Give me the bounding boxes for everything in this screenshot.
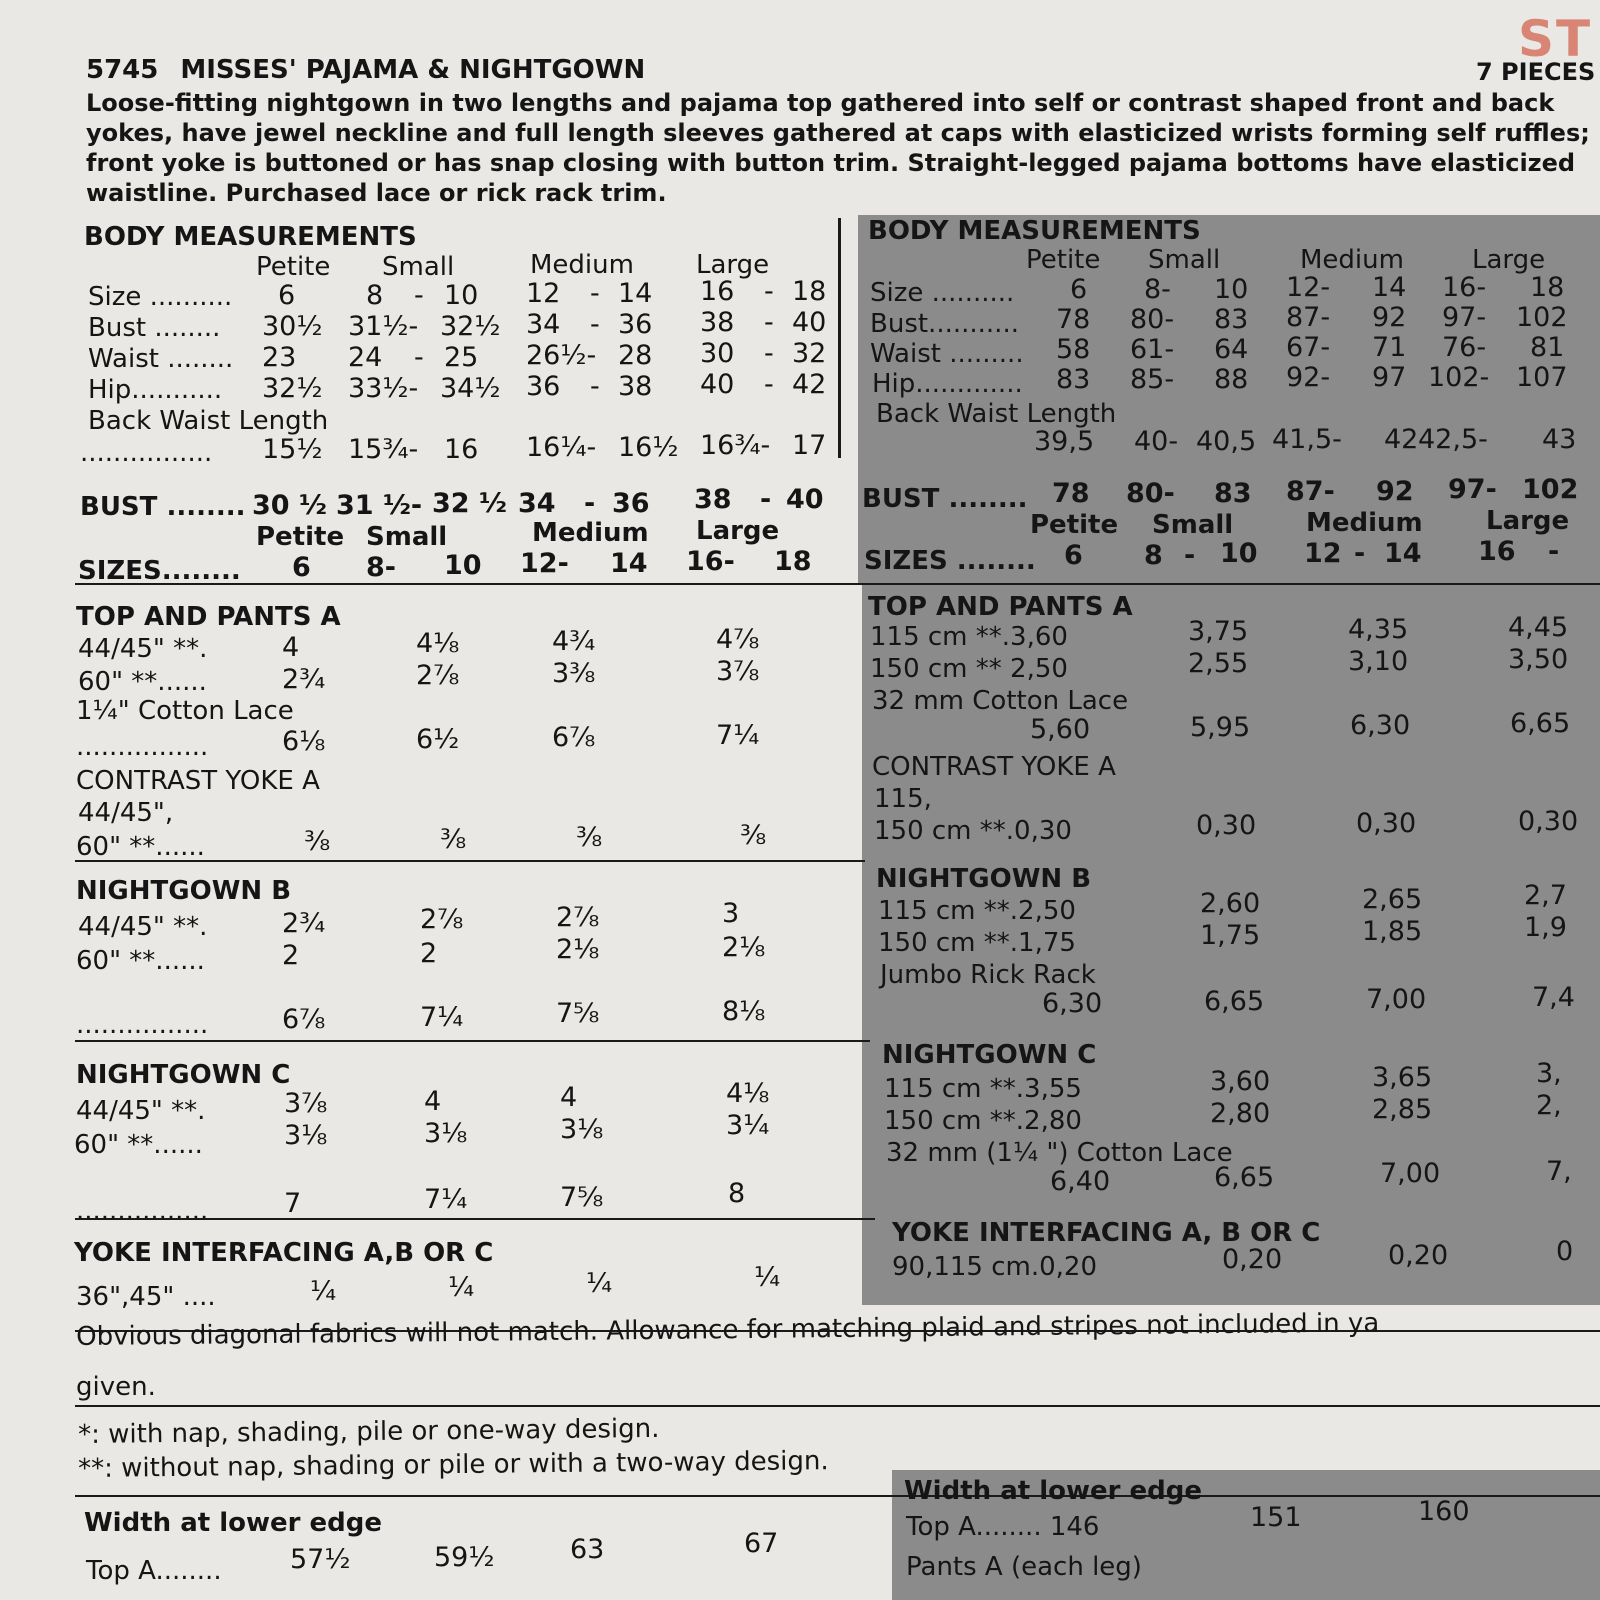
cell: 8-: [366, 552, 396, 583]
cell: 151: [1250, 1502, 1302, 1533]
cell: 3,10: [1348, 646, 1409, 677]
size-group-label: Large: [1472, 245, 1546, 275]
cell: 16-: [1442, 272, 1487, 303]
cell: 7¼: [420, 1002, 464, 1033]
cell: 40: [700, 369, 735, 400]
cell: 36: [612, 488, 650, 519]
cell: -: [1548, 536, 1560, 567]
row-label-size: Size ..........: [870, 278, 1015, 308]
cell: 4,35: [1348, 614, 1409, 645]
cell: 8⅛: [722, 996, 766, 1027]
width-title: Width at lower edge: [84, 1508, 383, 1538]
fabric-width-label: 60" **......: [76, 832, 205, 862]
imperial-bust-label: BUST ........: [80, 492, 246, 522]
rick-rack-label: Jumbo Rick Rack: [880, 960, 1096, 990]
cell: -: [590, 309, 600, 340]
metric-top-pants-title: TOP AND PANTS A: [868, 592, 1133, 622]
cell: 6½: [416, 724, 460, 755]
cell: -: [414, 280, 424, 311]
cell: 6,40: [1050, 1166, 1111, 1197]
cell: 67: [744, 1528, 779, 1559]
cell: 6,30: [1350, 710, 1411, 741]
cell: 80-: [1130, 304, 1175, 335]
cell: 6⅛: [282, 726, 326, 757]
rule-gownb: [75, 1040, 870, 1042]
cell: 3,65: [1372, 1062, 1433, 1093]
cell: 34½: [440, 373, 501, 404]
cell: 97-: [1442, 302, 1487, 333]
cell: 2: [420, 938, 438, 969]
cell: 3⅞: [284, 1088, 328, 1119]
cell: 14: [610, 548, 648, 579]
size-group-label: Large: [1486, 506, 1570, 536]
cell: 87-: [1286, 476, 1335, 507]
cell: 12-: [520, 548, 569, 579]
cell: 4,45: [1508, 612, 1569, 643]
cell: 6⅞: [552, 722, 596, 753]
cell: 0,30: [1356, 808, 1417, 839]
cell: 2,60: [1200, 888, 1261, 919]
metric-contrast-title: CONTRAST YOKE A: [872, 752, 1116, 782]
cell: 2⅞: [556, 902, 600, 933]
cell: 25: [444, 342, 479, 373]
size-group-label: Small: [1148, 245, 1221, 275]
cell: 40,5: [1196, 426, 1257, 457]
cell: 7,00: [1366, 984, 1427, 1015]
cell: 61-: [1130, 334, 1175, 365]
fabric-width-label: 115 cm **.3,60: [870, 622, 1068, 652]
cell: 42,5-: [1418, 424, 1488, 455]
cell: 36: [618, 309, 653, 340]
cell: 7¼: [716, 720, 760, 751]
fabric-width-label: 36",45" ....: [76, 1282, 216, 1312]
cell: 71: [1372, 332, 1407, 363]
cell: 1,75: [1200, 920, 1261, 951]
cell: -: [764, 338, 774, 369]
cell: 80-: [1126, 478, 1175, 509]
cell: -: [1184, 540, 1196, 571]
metric-width-top-label: Top A........ 146: [906, 1512, 1100, 1542]
pattern-number: 5745: [86, 55, 159, 85]
row-dots: ................: [76, 1010, 209, 1040]
pattern-title: MISSES' PAJAMA & NIGHTGOWN: [180, 55, 646, 85]
rule-sizes: [75, 583, 1600, 585]
cell: 57½: [290, 1544, 351, 1575]
cell: 4¾: [552, 626, 596, 657]
brand-logo-fragment: ST: [1518, 10, 1593, 68]
description-line: front yoke is buttoned or has snap closing with button trim. Straight-legged pajama bottoms have elasticized: [86, 149, 1576, 177]
size-group-label: Petite: [1030, 510, 1119, 540]
fabric-width-label: 44/45",: [78, 798, 174, 828]
cell: 38: [694, 484, 732, 515]
cell: 7,00: [1380, 1158, 1441, 1189]
matching-note: Obvious diagonal fabrics will not match. Allowance for matching plaid and stripes not included in ya: [76, 1308, 1380, 1352]
cell: 3¼: [726, 1110, 770, 1141]
cell: 28: [618, 340, 653, 371]
cell: -: [764, 276, 774, 307]
cell: 6⅞: [282, 1004, 326, 1035]
cell: ⅜: [440, 824, 467, 855]
cell: 81: [1530, 332, 1565, 363]
cell: 7,: [1546, 1156, 1572, 1187]
imperial-gownb-title: NIGHTGOWN B: [76, 876, 292, 906]
cell: 14: [1372, 272, 1407, 303]
cell: 2,80: [1210, 1098, 1271, 1129]
cell: -: [1354, 538, 1366, 569]
matching-note-cont: given.: [76, 1372, 156, 1402]
pattern-description: [86, 88, 1600, 208]
cell: 0,30: [1518, 806, 1579, 837]
cell: 2,: [1536, 1090, 1562, 1121]
cell: 33½-: [348, 373, 419, 404]
cell: 4: [424, 1086, 442, 1117]
cell: 0: [1556, 1236, 1574, 1267]
cell: 102: [1516, 302, 1568, 333]
cell: 6,65: [1510, 708, 1571, 739]
cell: ⅜: [740, 820, 767, 851]
metric-bust-label: BUST ........: [862, 484, 1028, 514]
cell: 7: [284, 1188, 302, 1219]
cell: 10: [1214, 274, 1249, 305]
imperial-top-pants-title: TOP AND PANTS A: [76, 602, 341, 632]
cell: 42: [792, 369, 827, 400]
row-label-bust: Bust...........: [870, 309, 1019, 339]
row-dots: ................: [80, 438, 213, 468]
no-nap-note: **: without nap, shading or pile or with a two-way design.: [78, 1446, 829, 1484]
cell: 5,95: [1190, 712, 1251, 743]
cell: 3⅛: [560, 1114, 604, 1145]
metric-interfacing-title: YOKE INTERFACING A, B OR C: [892, 1218, 1321, 1248]
cell: 8: [366, 280, 384, 311]
cell: 43: [1542, 424, 1577, 455]
cell: 83: [1214, 478, 1252, 509]
cell: 2⅛: [722, 932, 766, 963]
cell: 58: [1056, 334, 1091, 365]
cell: 67-: [1286, 332, 1331, 363]
fabric-width-label: 115 cm **.3,55: [884, 1074, 1082, 1104]
imperial-sizes-label: SIZES........: [78, 556, 241, 586]
cell: 5,60: [1030, 714, 1091, 745]
cell: 85-: [1130, 364, 1175, 395]
cell: 102: [1522, 474, 1579, 505]
cell: 63: [570, 1534, 605, 1565]
cell: 31 ½-: [336, 490, 423, 521]
cell: 3,75: [1188, 616, 1249, 647]
cell: ⅜: [576, 822, 603, 853]
size-group-label: Petite: [256, 252, 331, 282]
fabric-width-label: 44/45" **.: [76, 1096, 206, 1126]
size-group-label: Small: [1152, 510, 1234, 540]
cell: 18: [792, 276, 827, 307]
cell: 32½: [262, 373, 323, 404]
cell: 12-: [1286, 272, 1331, 303]
size-group-label: Small: [382, 252, 455, 282]
cell: 34: [518, 488, 556, 519]
cell: 3,50: [1508, 644, 1569, 675]
metric-body-title: BODY MEASUREMENTS: [868, 216, 1201, 246]
cell: 16: [444, 434, 479, 465]
cell: 0,20: [1222, 1244, 1283, 1275]
width-top-label: Top A........: [86, 1556, 222, 1586]
cell: 2⅞: [416, 660, 460, 691]
cell: 34: [526, 309, 561, 340]
imperial-contrast-title: CONTRAST YOKE A: [76, 766, 320, 796]
cell: 1,9: [1524, 912, 1567, 943]
cell: ¼: [754, 1262, 781, 1293]
cell: 87-: [1286, 302, 1331, 333]
lace-label: 1¼" Cotton Lace: [76, 696, 294, 726]
cell: 2,85: [1372, 1094, 1433, 1125]
cell: 30 ½: [252, 490, 327, 521]
cell: 3,: [1536, 1058, 1562, 1089]
cell: 4⅛: [726, 1078, 770, 1109]
cell: 6,65: [1204, 986, 1265, 1017]
row-label-hip: Hip.............: [872, 369, 1023, 399]
cell: 40: [786, 484, 824, 515]
cell: 42: [1384, 424, 1419, 455]
cell: 14: [618, 278, 653, 309]
metric-width-pants-label: Pants A (each leg): [906, 1552, 1142, 1582]
fabric-width-label: 60" **......: [78, 667, 207, 697]
cell: 32: [792, 338, 827, 369]
fabric-width-label: 150 cm ** 2,50: [870, 654, 1068, 684]
cell: 18: [1530, 272, 1565, 303]
cell: 14: [1384, 538, 1422, 569]
cell: ⅜: [304, 826, 331, 857]
cell: 16-: [686, 546, 735, 577]
cell: 4⅞: [716, 624, 760, 655]
cell: 24: [348, 342, 383, 373]
cell: -: [590, 278, 600, 309]
cell: 40: [792, 307, 827, 338]
cell: 78: [1052, 478, 1090, 509]
fabric-width-label: 44/45" **.: [78, 912, 208, 942]
row-label-size: Size ..........: [88, 282, 233, 312]
description-line: Loose-fitting nightgown in two lengths and pajama top gathered into self or contrast shaped front and back: [86, 89, 1555, 117]
cell: -: [764, 369, 774, 400]
cell: 23: [262, 342, 297, 373]
column-divider: [838, 218, 841, 458]
cell: 76-: [1442, 332, 1487, 363]
cell: 83: [1056, 364, 1091, 395]
fabric-width-label: 60" **......: [74, 1130, 203, 1160]
cell: 2¾: [282, 664, 326, 695]
imperial-body-title: BODY MEASUREMENTS: [84, 222, 417, 252]
cell: 107: [1516, 362, 1568, 393]
size-group-label: Large: [696, 250, 770, 280]
cell: 0,30: [1196, 810, 1257, 841]
cell: 2: [282, 940, 300, 971]
cell: 2,65: [1362, 884, 1423, 915]
cell: -: [590, 371, 600, 402]
row-dots: ................: [76, 1196, 209, 1226]
cell: 97: [1372, 362, 1407, 393]
cell: 32½: [440, 311, 501, 342]
cell: 17: [792, 430, 827, 461]
cell: 3⅛: [284, 1120, 328, 1151]
cell: -: [414, 342, 424, 373]
metric-gownb-title: NIGHTGOWN B: [876, 864, 1092, 894]
cell: 0,20: [1388, 1240, 1449, 1271]
fabric-width-label: 150 cm **.1,75: [878, 928, 1076, 958]
cell: 102-: [1428, 362, 1490, 393]
cell: 7,4: [1532, 982, 1575, 1013]
cell: 36: [526, 371, 561, 402]
cell: 3: [722, 898, 740, 929]
cell: 10: [444, 280, 479, 311]
cell: 38: [700, 307, 735, 338]
size-group-label: Medium: [1300, 245, 1404, 275]
cell: 6,30: [1042, 988, 1103, 1019]
imperial-interfacing-title: YOKE INTERFACING A,B OR C: [74, 1238, 494, 1268]
cell: 16¾-: [700, 430, 771, 461]
cell: 4⅛: [416, 628, 460, 659]
pattern-header: [86, 55, 645, 85]
size-group-label: Medium: [1306, 508, 1423, 538]
cell: 6: [1070, 274, 1088, 305]
cell: 30½: [262, 311, 323, 342]
fabric-width-label: 60" **......: [76, 946, 205, 976]
description-line: waistline. Purchased lace or rick rack trim.: [86, 179, 667, 207]
row-label-waist: Waist ........: [88, 344, 234, 374]
size-group-label: Medium: [532, 518, 649, 548]
cell: 41,5-: [1272, 424, 1342, 455]
cell: 64: [1214, 334, 1249, 365]
cell: 3⅜: [552, 658, 596, 689]
cell: 59½: [434, 1542, 495, 1573]
cell: 16¼-: [526, 432, 597, 463]
metric-width-title: Width at lower edge: [904, 1476, 1203, 1506]
cell: 39,5: [1034, 426, 1095, 457]
metric-sizes-label: SIZES ........: [864, 546, 1036, 576]
nap-note: *: with nap, shading, pile or one-way design.: [78, 1413, 660, 1450]
cell: ¼: [448, 1272, 475, 1303]
cell: 2¾: [282, 908, 326, 939]
size-group-label: Medium: [530, 250, 634, 280]
cell: ¼: [586, 1268, 613, 1299]
cell: 16: [700, 276, 735, 307]
cell: 15¾-: [348, 434, 419, 465]
cell: 18: [774, 546, 812, 577]
cell: 10: [444, 550, 482, 581]
cell: -: [764, 307, 774, 338]
fabric-width-label: 115,: [874, 784, 932, 814]
cell: 6,65: [1214, 1162, 1275, 1193]
row-label-back-waist: Back Waist Length: [88, 406, 329, 436]
cell: 26½-: [526, 340, 597, 371]
cell: 15½: [262, 434, 323, 465]
cell: 8: [728, 1178, 746, 1209]
cell: 32 ½: [432, 488, 507, 519]
cell: 1,85: [1362, 916, 1423, 947]
pieces-count: 7 PIECES: [1476, 58, 1596, 86]
cell: 30: [700, 338, 735, 369]
lace-label: 32 mm Cotton Lace: [872, 686, 1129, 716]
cell: 83: [1214, 304, 1249, 335]
fabric-width-label: 44/45" **.: [78, 634, 208, 664]
cell: -: [760, 484, 772, 515]
lace-label: 32 mm (1¼ ") Cotton Lace: [886, 1138, 1233, 1168]
cell: 12: [526, 278, 561, 309]
cell: 3⅛: [424, 1118, 468, 1149]
cell: 97-: [1448, 474, 1497, 505]
cell: ¼: [310, 1276, 337, 1307]
row-label-hip: Hip...........: [88, 375, 223, 405]
size-group-label: Petite: [256, 522, 345, 552]
cell: 88: [1214, 364, 1249, 395]
fabric-width-label: 115 cm **.2,50: [878, 896, 1076, 926]
fabric-width-label: 150 cm **.0,30: [874, 816, 1072, 846]
cell: 4: [282, 632, 300, 663]
cell: 6: [278, 280, 296, 311]
cell: 8: [1144, 540, 1163, 571]
size-group-label: Petite: [1026, 245, 1101, 275]
cell: 8-: [1144, 274, 1171, 305]
cell: 16½: [618, 432, 679, 463]
cell: 92: [1372, 302, 1407, 333]
row-label-back-waist: Back Waist Length: [876, 399, 1117, 429]
cell: 40-: [1134, 426, 1179, 457]
cell: 3⅞: [716, 656, 760, 687]
cell: -: [584, 488, 596, 519]
cell: 7¼: [424, 1184, 468, 1215]
cell: 38: [618, 371, 653, 402]
cell: 2,7: [1524, 880, 1567, 911]
cell: 2⅛: [556, 934, 600, 965]
cell: 92: [1376, 476, 1414, 507]
imperial-gownc-title: NIGHTGOWN C: [76, 1060, 291, 1090]
row-label-bust: Bust ........: [88, 313, 221, 343]
cell: 4: [560, 1082, 578, 1113]
cell: 6: [292, 552, 311, 583]
rule-notes: [75, 1495, 1600, 1497]
fabric-width-label: 150 cm **.2,80: [884, 1106, 1082, 1136]
cell: 6: [1064, 540, 1083, 571]
cell: 7⅝: [560, 1182, 604, 1213]
cell: 31½-: [348, 311, 419, 342]
cell: 10: [1220, 538, 1258, 569]
description-line: yokes, have jewel neckline and full length sleeves gathered at caps with elasticized wrists forming self ruffles;: [86, 119, 1590, 147]
row-dots: ................: [76, 732, 209, 762]
size-group-label: Small: [366, 522, 448, 552]
cell: 160: [1418, 1496, 1470, 1527]
cell: 7⅝: [556, 998, 600, 1029]
fabric-width-label: 90,115 cm.0,20: [892, 1252, 1098, 1282]
cell: 2⅞: [420, 904, 464, 935]
metric-gownc-title: NIGHTGOWN C: [882, 1040, 1097, 1070]
rule-footer: [75, 1405, 1600, 1407]
cell: 16: [1478, 536, 1516, 567]
row-label-waist: Waist .........: [870, 339, 1024, 369]
size-group-label: Large: [696, 516, 780, 546]
cell: 78: [1056, 304, 1091, 335]
cell: 3,60: [1210, 1066, 1271, 1097]
cell: 92-: [1286, 362, 1331, 393]
cell: 2,55: [1188, 648, 1249, 679]
cell: 12: [1304, 538, 1342, 569]
